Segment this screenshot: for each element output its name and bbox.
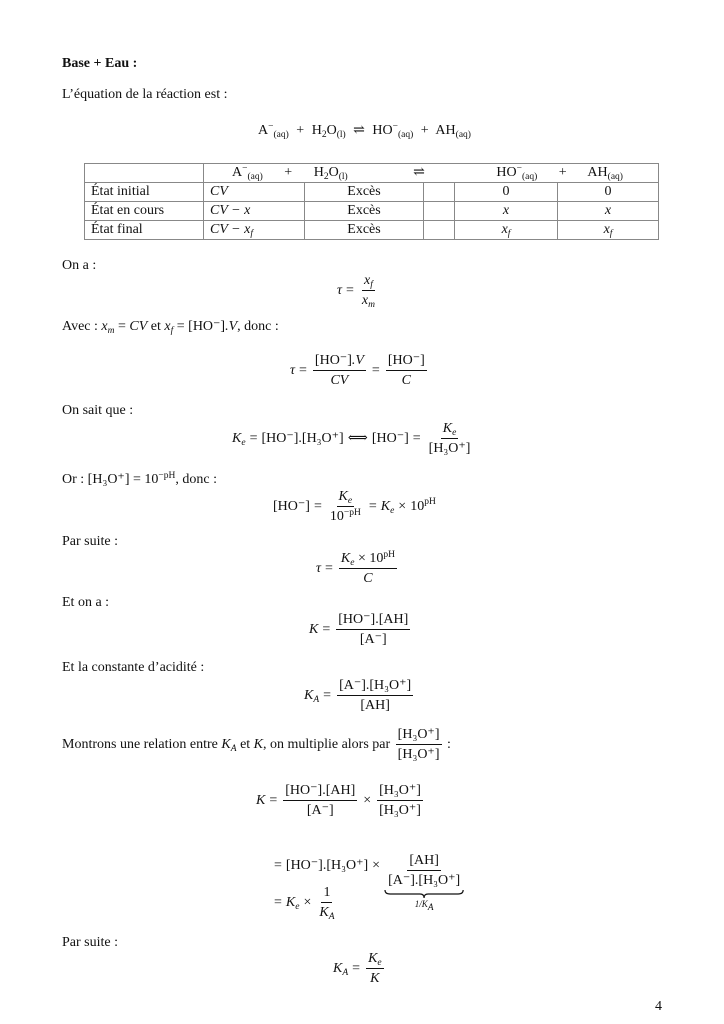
row-label: État initial <box>85 183 204 202</box>
intro-text: L’équation de la réaction est : <box>62 87 228 102</box>
advancement-table <box>84 163 659 240</box>
section-heading: Base + Eau : <box>62 56 138 71</box>
equation-ka-final: $K_A$ = $\frac{K_e}{K}$ <box>333 951 382 986</box>
text-par-suite: Par suite : <box>62 534 118 549</box>
equation-ka: $K_A$ = $\frac{\text{[A⁻].[H₃O⁺]}}{[AH]}$ <box>304 678 412 713</box>
text-avec: Avec : $x_m$ = CV et $x_f = [HO^-].V$, donc : <box>62 319 279 336</box>
text-on-sait: On sait que : <box>62 403 134 418</box>
equation-ke: $K_e$ = [HO⁻] . [H₃O⁺] ⟺ [HO⁻] = $\frac{K_e}{\text{[H₃O⁺]}}$ <box>232 421 471 456</box>
row-label: État en cours <box>85 202 204 221</box>
table-row: État en cours CV − x Excès x x <box>85 202 659 221</box>
text-et-on-a: Et on a : <box>62 595 110 610</box>
equation-tau-definition: τ = $\frac{x_f}{x_m}$ <box>337 273 376 310</box>
equation-ho-concentration: [HO⁻] = $\frac{K_e}{10^{-pH}}$ = $K_e$ × 10 $^{pH}$ <box>273 489 436 524</box>
equation-tau-final: τ = $\frac{K_e \times 10^{pH}}{C}$ <box>316 550 396 586</box>
derivation-line-1: K = $\frac{[HO^-].[AH]}{[A^-]}$ × $\frac{\text{[H₃O⁺]}}{\text{[H₃O⁺]}}$ <box>256 783 421 818</box>
equation-k: K = $\frac{[HO^-].[AH]}{[A^-]}$ <box>309 612 409 647</box>
text-montrons: Montrons une relation entre $K_A$ et K , on multiplie alors par $\frac{\text{[H₃O⁺]}}{\text{[H₃O⁺]}}$ : <box>62 727 451 762</box>
reaction-equation: $A^-_{(aq)} + H_2O_{(l)}$ ⇌ $HO^-_{(aq)} + AH_{(aq)}$ <box>258 122 471 140</box>
underbrace-label: $1/K_A$ <box>414 899 434 913</box>
equation-tau-concentration: τ = $\frac{[HO^-].V}{CV}$ = $\frac{[HO^-]}{C}$ <box>290 353 425 388</box>
row-label: État final <box>85 221 204 240</box>
table-header-row <box>85 164 659 183</box>
derivation-line-2: = [HO⁻] . [H₃O⁺] × $\frac{[AH]}{\text{[A⁻].[H₃O⁺]}}$ $1/K_A$ <box>270 822 464 909</box>
table-row: État initial CV Excès 0 0 <box>85 183 659 202</box>
derivation-line-3: = $K_e$ × $\frac{1}{K_A}$ <box>274 885 335 922</box>
text-or: Or : $[H_3O^+] = 10^{-pH}$, donc : <box>62 471 217 487</box>
text-on-a: On a : <box>62 258 97 273</box>
table-header-equation: $A^-_{(aq)} + H_2O_{(l)}$ ⇌ $HO^-_{(aq)} + AH_{(aq)}$ <box>204 164 659 183</box>
underbrace-icon <box>384 889 464 899</box>
text-par-suite-2: Par suite : <box>62 935 118 950</box>
table-row: État final CV − $x_f$ Excès $x_f$ $x_f$ <box>85 221 659 240</box>
page-number: 4 <box>655 999 662 1014</box>
text-constante: Et la constante d’acidité : <box>62 660 205 675</box>
